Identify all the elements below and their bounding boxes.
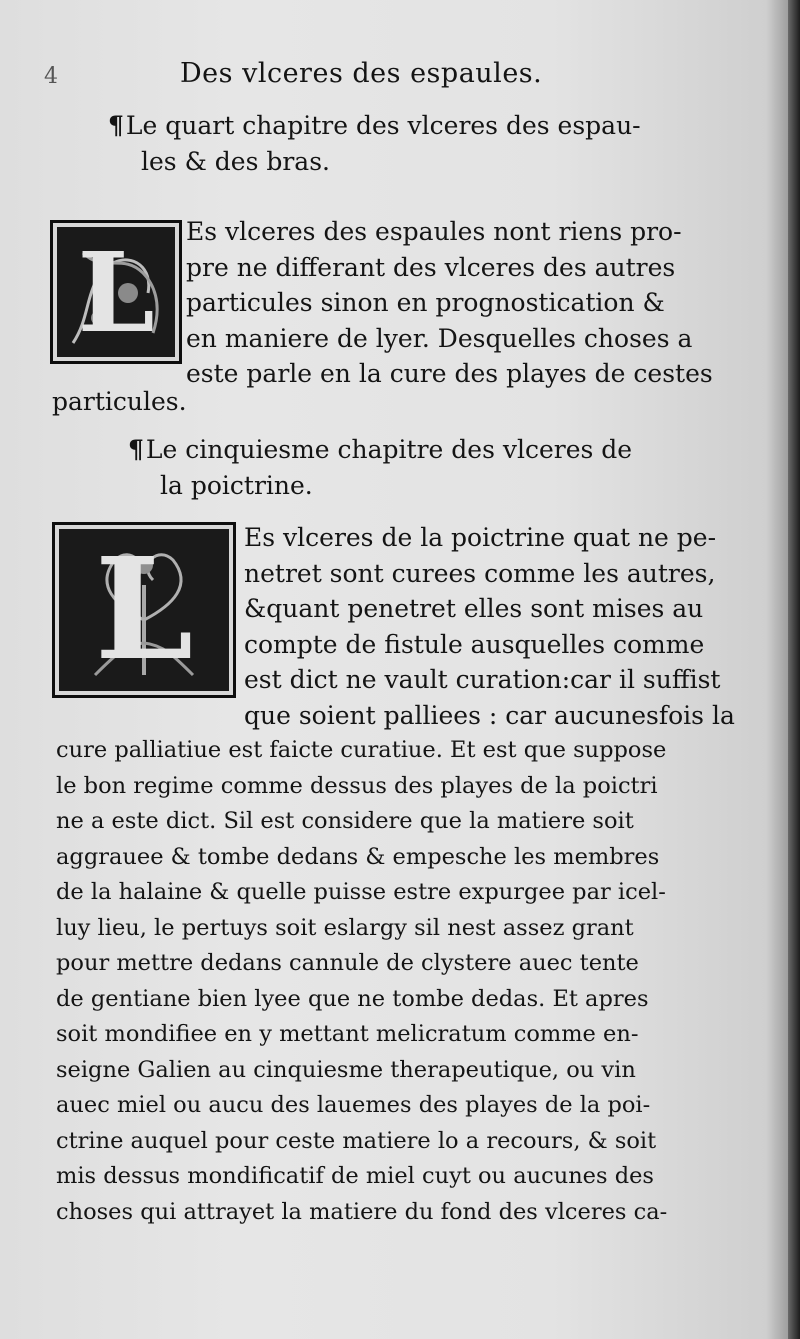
chapter-4-heading	[108, 108, 641, 180]
chapter-5-heading-line: la poictrine.	[160, 471, 313, 500]
text-line: en maniere de lyer. Desquelles choses a	[186, 323, 693, 353]
text-line: luy lieu, le pertuys soit eslargy sil nest assez grant	[56, 914, 634, 941]
text-line: ne a este dict. Sil est considere que la matiere soit	[56, 808, 634, 834]
text-line: Es vlceres des espaules nont riens pro-	[186, 217, 682, 246]
text-line: choses qui attrayet la matiere du fond des vlceres ca-	[56, 1198, 668, 1225]
text-line: compte de fistule ausquelles comme	[244, 629, 705, 659]
text-line: particules sinon en prognostication &	[186, 288, 665, 317]
chapter-4-body	[186, 214, 713, 392]
book-spine	[788, 0, 800, 1339]
text-line: auec miel ou aucu des lauemes des playes de la poi-	[56, 1092, 651, 1118]
chapter-5-body	[56, 733, 667, 1230]
text-line: mis dessus mondificatif de miel cuyt ou aucunes des	[56, 1163, 654, 1189]
text-line: de la halaine & quelle puisse estre expurgee par icel-	[56, 879, 666, 905]
chapter-4-heading-line: Le quart chapitre des vlceres des espau-	[125, 111, 641, 140]
decorated-initial-chapter-4	[50, 220, 182, 364]
pilcrow-icon: ¶	[128, 435, 144, 464]
text-line: este parle en la cure des playes de cestes	[186, 359, 713, 388]
pilcrow-icon: ¶	[108, 111, 124, 140]
text-line: pour mettre dedans cannule de clystere auec tente	[56, 950, 639, 976]
chapter-5-heading-line: Le cinquiesme chapitre des vlceres de	[145, 435, 633, 464]
text-line: particules.	[52, 387, 187, 416]
text-line: pre ne differant des vlceres des autres	[186, 252, 676, 282]
text-line: &quant penetret elles sont mises au	[244, 594, 704, 623]
text-line: aggrauee & tombe dedans & empesche les membres	[56, 843, 660, 870]
decorated-initial-chapter-5	[52, 522, 236, 698]
text-line: le bon regime comme dessus des playes de la poictri	[56, 772, 658, 799]
text-line: cure palliatiue est faicte curatiue. Et est que suppose	[56, 737, 667, 763]
text-line: soit mondifiee en y mettant melicratum comme en-	[56, 1021, 639, 1047]
text-line: que soient palliees : car aucunesfois la	[244, 700, 735, 730]
text-line: ctrine auquel pour ceste matiere lo a recours, & soit	[56, 1127, 657, 1154]
page-folio: 4	[44, 64, 58, 89]
running-head: Des vlceres des espaules.	[180, 58, 543, 89]
chapter-4-body-end	[52, 384, 187, 420]
text-line: seigne Galien au cinquiesme therapeutique, ou vin	[56, 1056, 636, 1083]
text-line: netret sont curees comme les autres,	[244, 558, 716, 588]
initial-letter: L	[77, 227, 155, 357]
initial-letter: L	[94, 528, 194, 692]
chapter-5-heading	[128, 432, 632, 504]
chapter-4-heading-line: les & des bras.	[141, 147, 330, 176]
text-line: Es vlceres de la poictrine quat ne pe-	[244, 523, 717, 552]
text-line: est dict ne vault curation:car il suffist	[244, 665, 721, 694]
text-line: de gentiane bien lyee que ne tombe dedas. Et apres	[56, 985, 649, 1012]
chapter-5-body-indented	[244, 520, 735, 733]
